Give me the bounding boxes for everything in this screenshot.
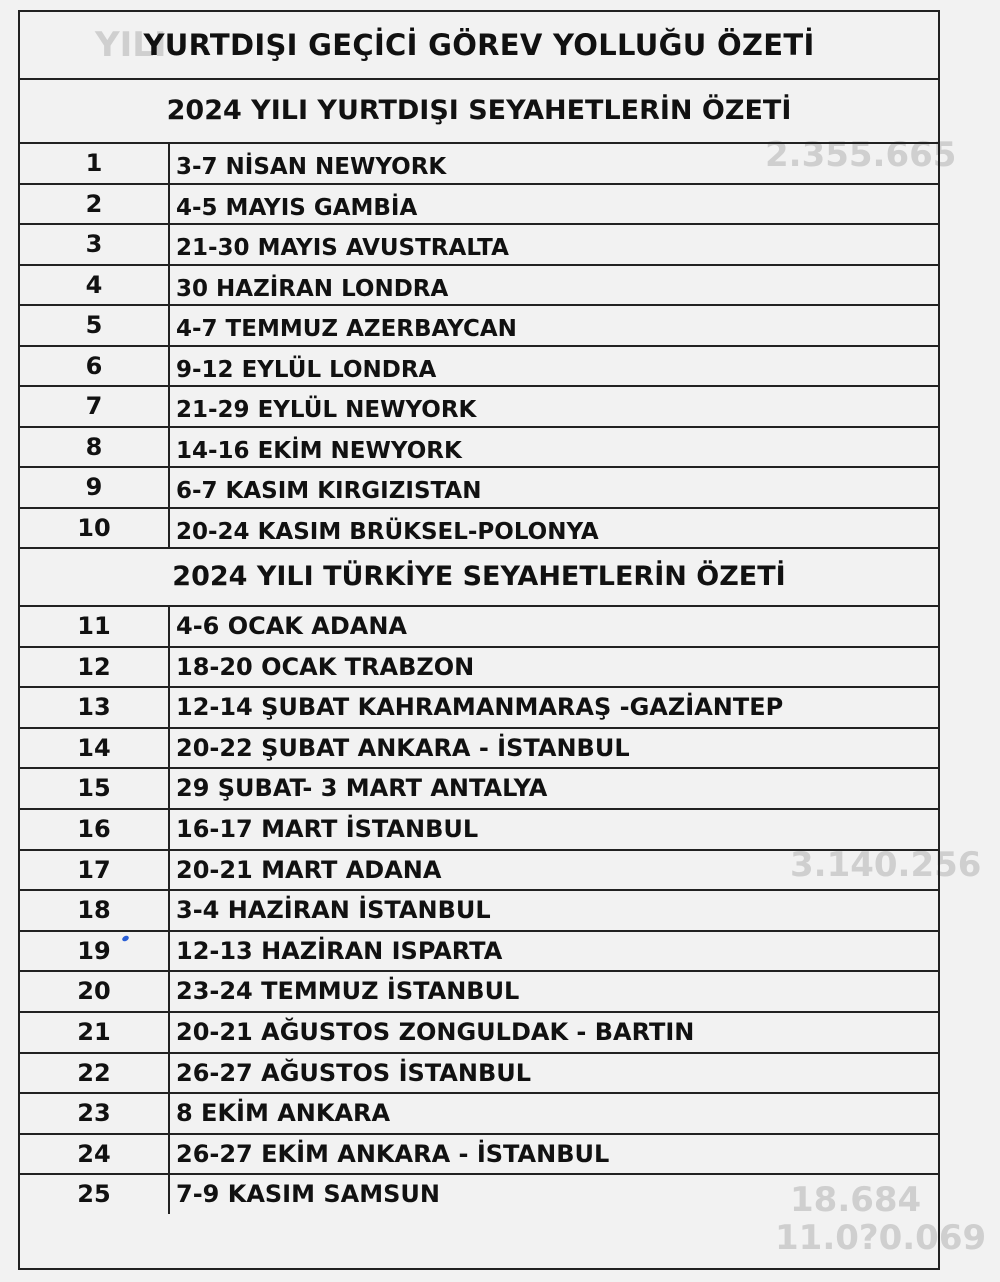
table-row — [20, 688, 938, 729]
trip-description: 14-16 EKİM NEWYORK — [176, 437, 462, 464]
show-through-amount: 11.0?0.069 — [775, 1218, 987, 1258]
table-row — [20, 387, 938, 428]
table-row — [20, 225, 938, 266]
trip-description: 21-29 EYLÜL NEWYORK — [176, 397, 477, 423]
row-number: 5 — [20, 306, 170, 345]
row-number: 8 — [20, 428, 170, 467]
table-row — [20, 306, 938, 347]
document-title: YURTDIŞI GEÇİCİ GÖREV YOLLUĞU ÖZETİ — [20, 12, 938, 80]
trip-description: 21-30 MAYIS AVUSTRALTA — [176, 235, 509, 261]
section-heading-domestic: 2024 YILI TÜRKİYE SEYAHETLERİN ÖZETİ — [20, 547, 938, 607]
trip-description: 23-24 TEMMUZ İSTANBUL — [176, 977, 520, 1006]
show-through-amount: 3.140.256 — [790, 845, 982, 885]
table-row — [20, 1013, 938, 1054]
trip-description: 29 ŞUBAT- 3 MART ANTALYA — [176, 774, 548, 803]
trip-description: 16-17 MART İSTANBUL — [176, 814, 479, 843]
table-row — [20, 1135, 938, 1176]
table-row — [20, 266, 938, 307]
trip-description: 20-21 AĞUSTOS ZONGULDAK - BARTIN — [176, 1017, 695, 1046]
trip-description: 4-6 OCAK ADANA — [176, 612, 407, 640]
table-row — [20, 972, 938, 1013]
row-number: 10 — [20, 509, 170, 548]
table-row — [20, 509, 938, 548]
table-row — [20, 144, 938, 185]
trip-description: 20-21 MART ADANA — [176, 855, 442, 884]
table-row — [20, 891, 938, 932]
trip-description: 3-4 HAZİRAN İSTANBUL — [176, 896, 491, 925]
row-number: 18 — [20, 891, 170, 930]
table-row — [20, 428, 938, 469]
row-number: 24 — [20, 1135, 170, 1174]
trip-description: 3-7 NİSAN NEWYORK — [176, 154, 447, 180]
section-heading-abroad: 2024 YILI YURTDIŞI SEYAHETLERİN ÖZETİ — [20, 80, 938, 144]
row-number: 3 — [20, 225, 170, 264]
row-number: 11 — [20, 607, 170, 646]
travel-allowance-summary-sheet — [18, 10, 940, 1270]
table-row — [20, 932, 938, 973]
trip-description: 20-22 ŞUBAT ANKARA - İSTANBUL — [176, 733, 630, 762]
table-row — [20, 729, 938, 770]
trip-description: 12-13 HAZİRAN ISPARTA — [176, 936, 503, 965]
row-number: 1 — [20, 144, 170, 183]
row-number: 21 — [20, 1013, 170, 1052]
trip-description: 4-7 TEMMUZ AZERBAYCAN — [176, 316, 517, 342]
row-number: 22 — [20, 1054, 170, 1093]
table-row — [20, 1094, 938, 1135]
row-number: 15 — [20, 769, 170, 808]
trip-description: 12-14 ŞUBAT KAHRAMANMARAŞ -GAZİANTEP — [176, 693, 784, 722]
row-number: 17 — [20, 851, 170, 890]
row-number: 19 — [20, 932, 170, 971]
trip-description: 4-5 MAYIS GAMBİA — [176, 194, 418, 221]
row-number: 4 — [20, 266, 170, 305]
row-number: 14 — [20, 729, 170, 768]
abroad-trips-table — [20, 144, 938, 547]
table-row — [20, 347, 938, 388]
row-number: 25 — [20, 1175, 170, 1214]
table-row — [20, 810, 938, 851]
row-number: 9 — [20, 468, 170, 507]
trip-description: 20-24 KASIM BRÜKSEL-POLONYA — [176, 518, 599, 545]
table-row — [20, 607, 938, 648]
trip-description: 6-7 KASIM KIRGIZISTAN — [176, 478, 482, 504]
table-row — [20, 1054, 938, 1095]
show-through-amount: 2.355.665 — [765, 135, 957, 175]
trip-description: 8 EKİM ANKARA — [176, 1099, 391, 1128]
row-number: 12 — [20, 648, 170, 687]
table-row — [20, 851, 938, 892]
show-through-amount: 18.684 — [790, 1180, 922, 1220]
row-number: 13 — [20, 688, 170, 727]
table-row — [20, 185, 938, 226]
row-number: 7 — [20, 387, 170, 426]
row-number: 6 — [20, 347, 170, 386]
row-number: 23 — [20, 1094, 170, 1133]
row-number: 16 — [20, 810, 170, 849]
trip-description: 26-27 EKİM ANKARA - İSTANBUL — [176, 1139, 610, 1168]
row-number: 2 — [20, 185, 170, 224]
table-row — [20, 648, 938, 689]
table-row — [20, 468, 938, 509]
trip-description: 9-12 EYLÜL LONDRA — [176, 356, 437, 383]
trip-description: 18-20 OCAK TRABZON — [176, 652, 475, 681]
domestic-trips-table — [20, 607, 938, 1214]
trip-description: 26-27 AĞUSTOS İSTANBUL — [176, 1058, 532, 1087]
table-row — [20, 1175, 938, 1214]
trip-description: 30 HAZİRAN LONDRA — [176, 275, 449, 302]
row-number: 20 — [20, 972, 170, 1011]
trip-description: 7-9 KASIM SAMSUN — [176, 1180, 440, 1209]
table-row — [20, 769, 938, 810]
show-through-text: YILI — [95, 25, 167, 65]
